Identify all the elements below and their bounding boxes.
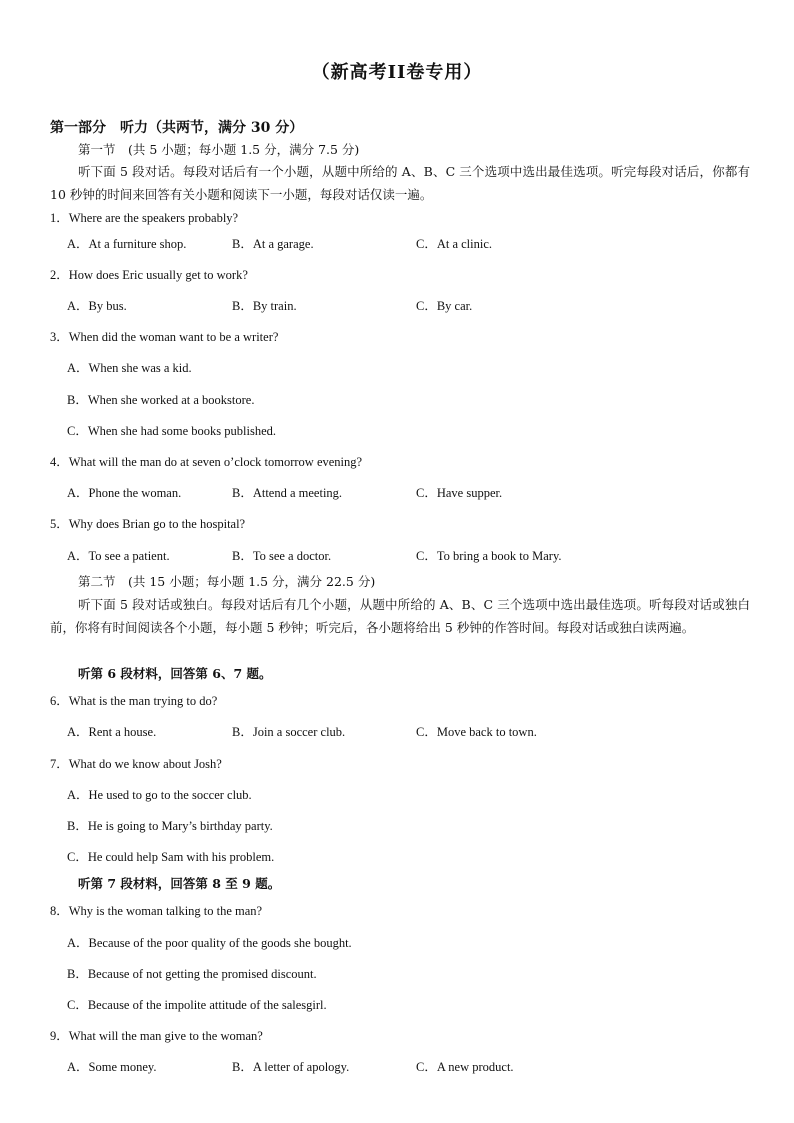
- question-8: 8．Why is the woman talking to the man?: [50, 904, 263, 918]
- question-4-option-a: A．Phone the woman.: [67, 486, 182, 500]
- question-9: 9．What will the man give to the woman?: [50, 1029, 263, 1043]
- section1-instructions: 听下面 5 段对话。每段对话后有一个小题，从题中所给的 A、B、C 三个选项中选出最佳选项。听完每段对话后，你都有 10 秒钟的时间来回答有关小题和阅读下一小题，每段对话仅读一遍。: [50, 164, 750, 202]
- question-5-option-c: C．To bring a book to Mary.: [416, 549, 562, 563]
- question-7-option-a: A．He used to go to the soccer club.: [67, 788, 252, 802]
- question-2-option-a: A．By bus.: [67, 299, 127, 313]
- question-5-option-a: A．To see a patient.: [67, 549, 170, 563]
- question-2-option-c: C．By car.: [416, 299, 473, 313]
- question-6-option-c: C．Move back to town.: [416, 725, 537, 739]
- question-1: 1．Where are the speakers probably?: [50, 211, 239, 225]
- question-6-option-a: A．Rent a house.: [67, 725, 157, 739]
- question-5: 5．Why does Brian go to the hospital?: [50, 517, 246, 531]
- question-3-option-a: A．When she was a kid.: [67, 361, 192, 375]
- question-8-option-b: B．Because of not getting the promised discount.: [67, 967, 317, 981]
- question-4: 4．What will the man do at seven o’clock tomorrow evening?: [50, 455, 363, 469]
- question-3: 3．When did the woman want to be a writer?: [50, 330, 279, 344]
- question-8-option-a: A．Because of the poor quality of the goods she bought.: [67, 936, 352, 950]
- question-1-option-c: C．At a clinic.: [416, 237, 493, 251]
- material-7-heading: 听第 7 段材料，回答第 8 至 9 题。: [78, 876, 281, 891]
- material-6-heading: 听第 6 段材料，回答第 6、7 题。: [78, 666, 272, 681]
- page-title: （新高考II卷专用）: [311, 62, 483, 83]
- question-1-option-a: A．At a furniture shop.: [67, 237, 187, 251]
- part1-heading: 第一部分 听力（共两节，满分 30 分）: [50, 120, 304, 136]
- question-7: 7．What do we know about Josh?: [50, 757, 222, 771]
- section2-heading: 第二节 (共 15 小题；每小题 1.5 分，满分 22.5 分): [78, 574, 376, 589]
- question-9-option-b: B．A letter of apology.: [232, 1060, 350, 1074]
- question-4-option-b: B．Attend a meeting.: [232, 486, 343, 500]
- section2-instructions: 听下面 5 段对话或独白。每段对话后有几个小题，从题中所给的 A、B、C 三个选项中选出最佳选项。听每段对话或独白前，你将有时间阅读各个小题，每小题 5 秒钟；听完后，各小题将给出 5 秒钟的作答时间。每段对话或独白读两遍。: [50, 597, 750, 635]
- question-7-option-b: B．He is going to Mary’s birthday party.: [67, 819, 273, 833]
- question-2: 2．How does Eric usually get to work?: [50, 268, 248, 282]
- section1-heading: 第一节 (共 5 小题；每小题 1.5 分，满分 7.5 分): [78, 142, 360, 157]
- question-3-option-b: B．When she worked at a bookstore.: [67, 393, 255, 407]
- question-2-option-b: B．By train.: [232, 299, 297, 313]
- question-5-option-b: B．To see a doctor.: [232, 549, 332, 563]
- question-4-option-c: C．Have supper.: [416, 486, 503, 500]
- question-7-option-c: C．He could help Sam with his problem.: [67, 850, 275, 864]
- question-9-option-c: C．A new product.: [416, 1060, 514, 1074]
- question-8-option-c: C．Because of the impolite attitude of the salesgirl.: [67, 998, 327, 1012]
- question-1-option-b: B．At a garage.: [232, 237, 314, 251]
- question-6-option-b: B．Join a soccer club.: [232, 725, 346, 739]
- question-3-option-c: C．When she had some books published.: [67, 424, 277, 438]
- question-6: 6．What is the man trying to do?: [50, 694, 218, 708]
- question-9-option-a: A．Some money.: [67, 1060, 157, 1074]
